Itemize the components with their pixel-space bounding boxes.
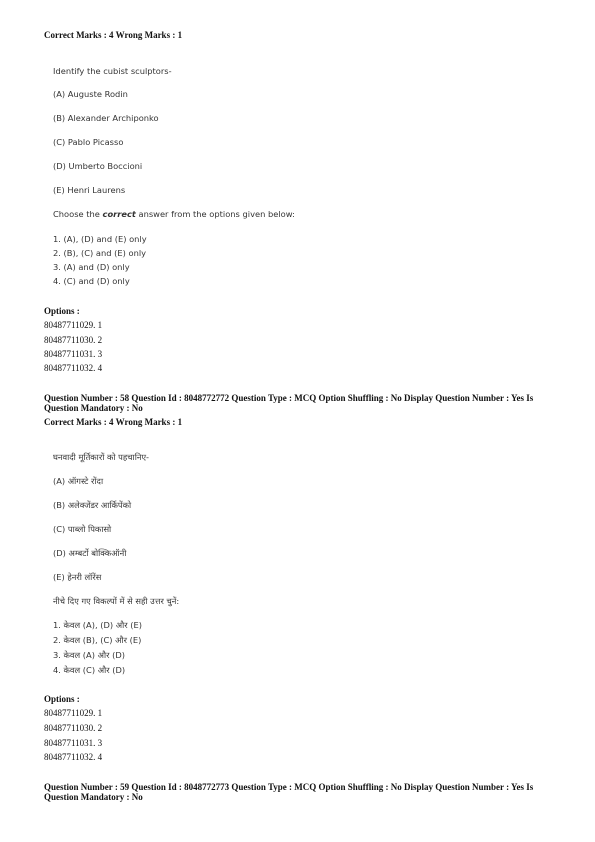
option-id: 80487711030. 2 [44, 723, 103, 733]
choice-item: (E) हेनरी लॉरेंस [53, 572, 102, 582]
options-label: Options : [44, 306, 80, 316]
choice-item: (C) Pablo Picasso [53, 137, 124, 147]
choice-item: (D) Umberto Boccioni [53, 161, 143, 171]
question-text: घनवादी मूर्तिकारों को पहचानिए- [53, 452, 150, 462]
choice-item: (C) पाब्लो पिकासो [53, 524, 112, 534]
option-id: 80487711029. 1 [44, 320, 103, 330]
answer-option: 1. केवल (A), (D) और (E) [53, 620, 142, 630]
choice-item: (B) Alexander Archiponko [53, 113, 159, 123]
option-id: 80487711031. 3 [44, 349, 103, 359]
choose-suffix: answer from the options given below: [135, 209, 295, 219]
choice-item: (B) अलेक्जेंडर आर्किपेंको [53, 500, 132, 510]
option-id: 80487711030. 2 [44, 335, 103, 345]
answer-option: 2. केवल (B), (C) और (E) [53, 635, 142, 645]
choice-item: (A) ऑगस्टे रोंदा [53, 476, 104, 486]
question-text: Identify the cubist sculptors- [53, 66, 172, 76]
options-label: Options : [44, 694, 80, 704]
marks-line: Correct Marks : 4 Wrong Marks : 1 [44, 30, 183, 40]
choose-instruction: नीचे दिए गए विकल्पों में से सही उत्तर चुनें: [53, 596, 180, 606]
option-id: 80487711029. 1 [44, 708, 103, 718]
choice-item: (E) Henri Laurens [53, 185, 126, 195]
question-header: Question Number : 59 Question Id : 8048772773 Question Type : MCQ Option Shuffling : No Display Question Number : Yes Is Question Mandatory : No [44, 782, 534, 802]
choice-item: (D) अम्बर्टो बोक्किऑनी [53, 548, 127, 558]
choose-emphasis: correct [102, 209, 136, 219]
answer-option: 4. केवल (C) और (D) [53, 665, 126, 675]
marks-line: Correct Marks : 4 Wrong Marks : 1 [44, 417, 183, 427]
answer-option: 1. (A), (D) and (E) only [53, 234, 147, 244]
question-header: Question Number : 58 Question Id : 8048772772 Question Type : MCQ Option Shuffling : No Display Question Number : Yes Is Question Mandatory : No [44, 393, 534, 413]
choose-instruction [53, 209, 295, 219]
answer-option: 3. केवल (A) और (D) [53, 650, 125, 660]
choice-item: (A) Auguste Rodin [53, 89, 128, 99]
choose-prefix: Choose the [53, 209, 103, 219]
option-id: 80487711032. 4 [44, 752, 103, 762]
answer-option: 3. (A) and (D) only [53, 262, 130, 272]
answer-option: 2. (B), (C) and (E) only [53, 248, 147, 258]
option-id: 80487711032. 4 [44, 363, 103, 373]
option-id: 80487711031. 3 [44, 738, 103, 748]
answer-option: 4. (C) and (D) only [53, 276, 130, 286]
